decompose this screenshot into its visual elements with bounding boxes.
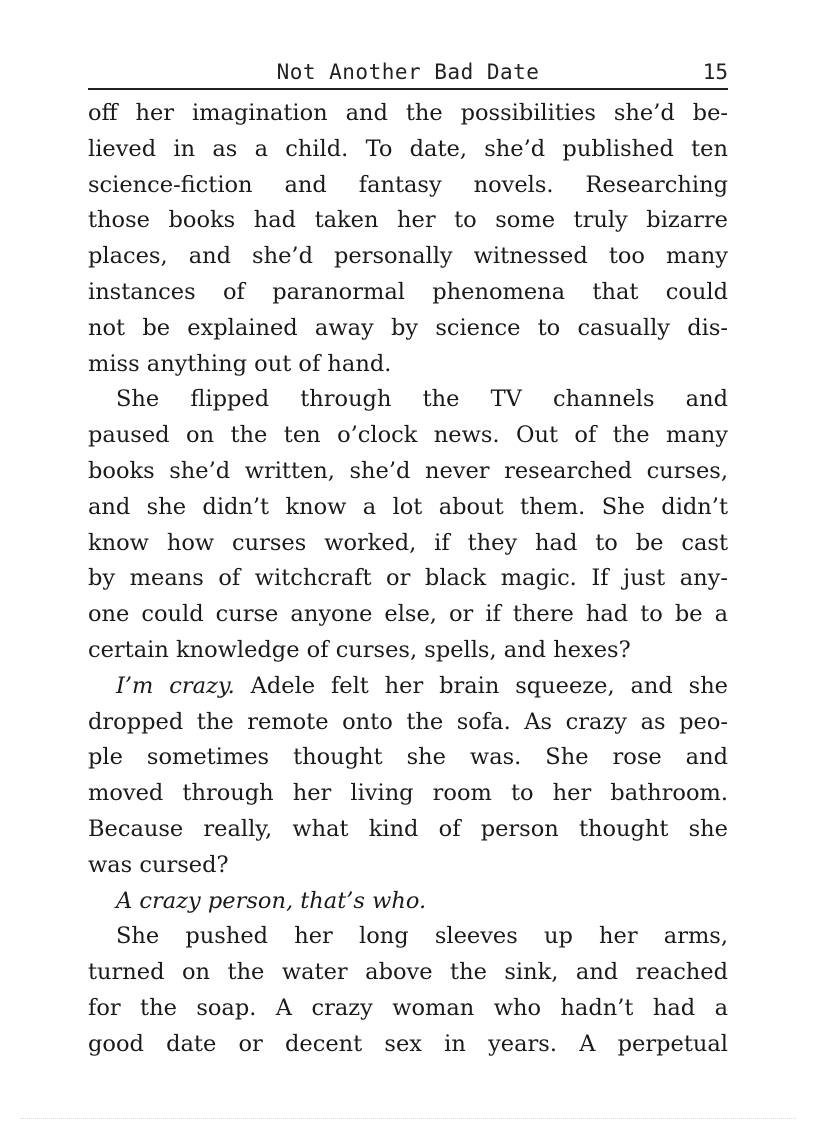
italic-thought: I’m crazy. — [116, 672, 235, 699]
text-line: good date or decent sex in years. A perpetual — [88, 1030, 728, 1057]
text-line: turned on the water above the sink, and reached — [88, 959, 728, 986]
running-head — [88, 58, 728, 90]
text-line: off her imagination and the possibilities she’d be- — [88, 100, 728, 126]
bottom-divider — [20, 1118, 796, 1119]
text-line: know how curses worked, if they had to be cast — [88, 529, 728, 556]
text-line: certain knowledge of curses, spells, and hexes? — [88, 636, 631, 663]
text-line: instances of paranormal phenomena that could — [88, 278, 728, 305]
text-line: She flipped through the TV channels and — [116, 386, 728, 413]
text-line: She pushed her long sleeves up her arms, — [116, 923, 728, 950]
text-line: miss anything out of hand. — [88, 350, 392, 377]
text-line: moved through her living room to her bathroom. — [88, 780, 728, 807]
body-text — [88, 96, 728, 1063]
page-number: 15 — [702, 60, 728, 84]
text-line: places, and she’d personally witnessed too many — [88, 243, 728, 270]
italic-thought: A crazy person, that’s who. — [116, 887, 427, 914]
text-line: dropped the remote onto the sofa. As crazy as peo- — [88, 708, 728, 735]
text-line-rest: Adele felt her brain squeeze, and she — [234, 672, 728, 699]
text-line: lieved in as a child. To date, she’d published ten — [88, 135, 728, 162]
text-line — [88, 884, 728, 920]
text-line — [88, 669, 728, 705]
text-line: was cursed? — [88, 851, 229, 878]
text-line: science-fiction and fantasy novels. Researching — [88, 171, 728, 198]
running-head-title: Not Another Bad Date — [276, 60, 540, 84]
text-line: paused on the ten o’clock news. Out of the many — [88, 422, 728, 449]
text-line: for the soap. A crazy woman who hadn’t had a — [88, 994, 728, 1021]
text-line: books she’d written, she’d never researched curses, — [88, 457, 728, 484]
text-line: and she didn’t know a lot about them. She didn’t — [88, 493, 728, 520]
text-line: one could curse anyone else, or if there had to be a — [88, 601, 728, 628]
text-line: ple sometimes thought she was. She rose and — [88, 744, 728, 771]
text-line: those books had taken her to some truly bizarre — [88, 207, 728, 234]
text-line: by means of witchcraft or black magic. If just any- — [88, 565, 728, 592]
text-line: Because really, what kind of person thought she — [88, 815, 728, 842]
text-line: not be explained away by science to casually dis- — [88, 314, 728, 341]
